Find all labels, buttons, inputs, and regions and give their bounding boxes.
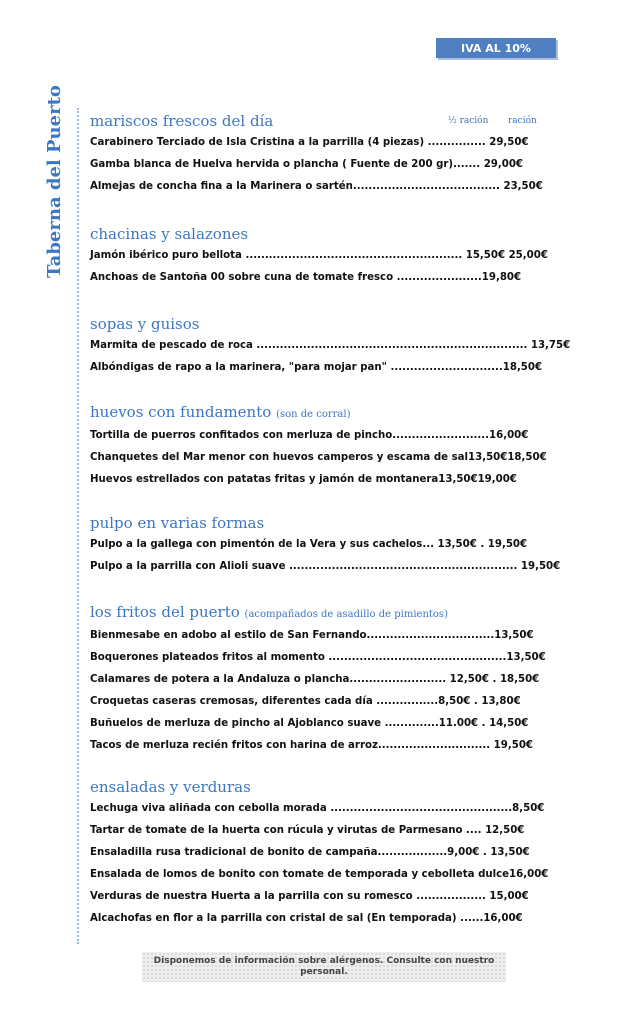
section-title: ensaladas y verduras (90, 778, 251, 796)
menu-item: Jamón ibérico puro bellota ........................................................ 15,50€ 25,00€ (90, 249, 548, 261)
menu-item: Ensaladilla rusa tradicional de bonito de campaña..................9,00€ . 13,50€ (90, 846, 530, 858)
menu-item: Croquetas caseras cremosas, diferentes cada día ................8,50€ . 13,80€ (90, 695, 521, 707)
column-half-portion: ½ ración (448, 116, 489, 126)
section-title: sopas y guisos (90, 315, 200, 333)
allergen-notice: Disponemos de información sobre alérgenos. Consulte con nuestro personal. (142, 952, 506, 982)
column-portion: ración (508, 116, 537, 126)
menu-item: Carabinero Terciado de Isla Cristina a la parrilla (4 piezas) ............... 29,50€ (90, 136, 529, 148)
menu-item: Bienmesabe en adobo al estilo de San Fernando.................................13,50€ (90, 629, 534, 641)
menu-item: Calamares de potera a la Andaluza o plancha......................... 12,50€ . 18,50€ (90, 673, 540, 685)
menu-item: Marmita de pescado de roca ...................................................................... 13,75€ (90, 339, 571, 351)
section-title: pulpo en varias formas (90, 514, 265, 532)
section-pulpo (90, 514, 610, 577)
menu-item: Chanquetes del Mar menor con huevos camperos y escama de sal13,50€18,50€ (90, 451, 547, 463)
menu-item: Boquerones plateados fritos al momento ..............................................13,50€ (90, 651, 546, 663)
section-huevos (90, 403, 610, 490)
menu-item: Pulpo a la parrilla con Alioli suave ........................................................... 19,50€ (90, 560, 561, 572)
menu-item: Gamba blanca de Huelva hervida o plancha ( Fuente de 200 gr)....... 29,00€ (90, 158, 524, 170)
vertical-dotted-divider (77, 108, 79, 944)
section-sopas (90, 315, 610, 378)
section-subtitle: (son de corral) (276, 409, 351, 420)
menu-item: Almejas de concha fina a la Marinera o sartén...................................... 23,50€ (90, 180, 543, 192)
menu-item: Anchoas de Santoña 00 sobre cuna de tomate fresco ......................19,80€ (90, 271, 522, 283)
section-mariscos (90, 112, 610, 197)
section-title: huevos con fundamento (son de corral) (90, 403, 351, 421)
menu-item: Pulpo a la gallega con pimentón de la Vera y sus cachelos... 13,50€ . 19,50€ (90, 538, 528, 550)
menu-item: Verduras de nuestra Huerta a la parrilla con su romesco .................. 15,00€ (90, 890, 529, 902)
section-title: chacinas y salazones (90, 225, 249, 243)
menu-item: Ensalada de lomos de bonito con tomate de temporada y cebolleta dulce16,00€ (90, 868, 549, 880)
menu-item: Lechuga viva aliñada con cebolla morada ...............................................8,50€ (90, 802, 545, 814)
menu-item: Tacos de merluza recién fritos con harina de arroz............................. 19,50€ (90, 739, 533, 751)
menu-item: Alcachofas en flor a la parrilla con cristal de sal (En temporada) ......16,00€ (90, 912, 523, 924)
menu-item: Huevos estrellados con patatas fritas y jamón de montanera13,50€19,00€ (90, 473, 517, 485)
section-subtitle: (acompañados de asadillo de pimientos) (244, 609, 448, 620)
section-fritos (90, 603, 610, 756)
section-title: mariscos frescos del día (90, 112, 274, 130)
menu-item: Tortilla de puerros confitados con merluza de pincho.........................16,00€ (90, 429, 529, 441)
section-title: los fritos del puerto (acompañados de asadillo de pimientos) (90, 603, 448, 621)
iva-badge: IVA AL 10% (436, 38, 556, 58)
restaurant-name-vertical: Taberna del Puerto (44, 85, 65, 278)
menu-item: Tartar de tomate de la huerta con rúcula y virutas de Parmesano .... 12,50€ (90, 824, 525, 836)
menu-item: Albóndigas de rapo a la marinera, "para mojar pan" .............................18,50€ (90, 361, 543, 373)
menu-item: Buñuelos de merluza de pincho al Ajoblanco suave ..............11.00€ . 14,50€ (90, 717, 529, 729)
section-ensaladas (90, 778, 610, 929)
section-chacinas (90, 225, 610, 288)
